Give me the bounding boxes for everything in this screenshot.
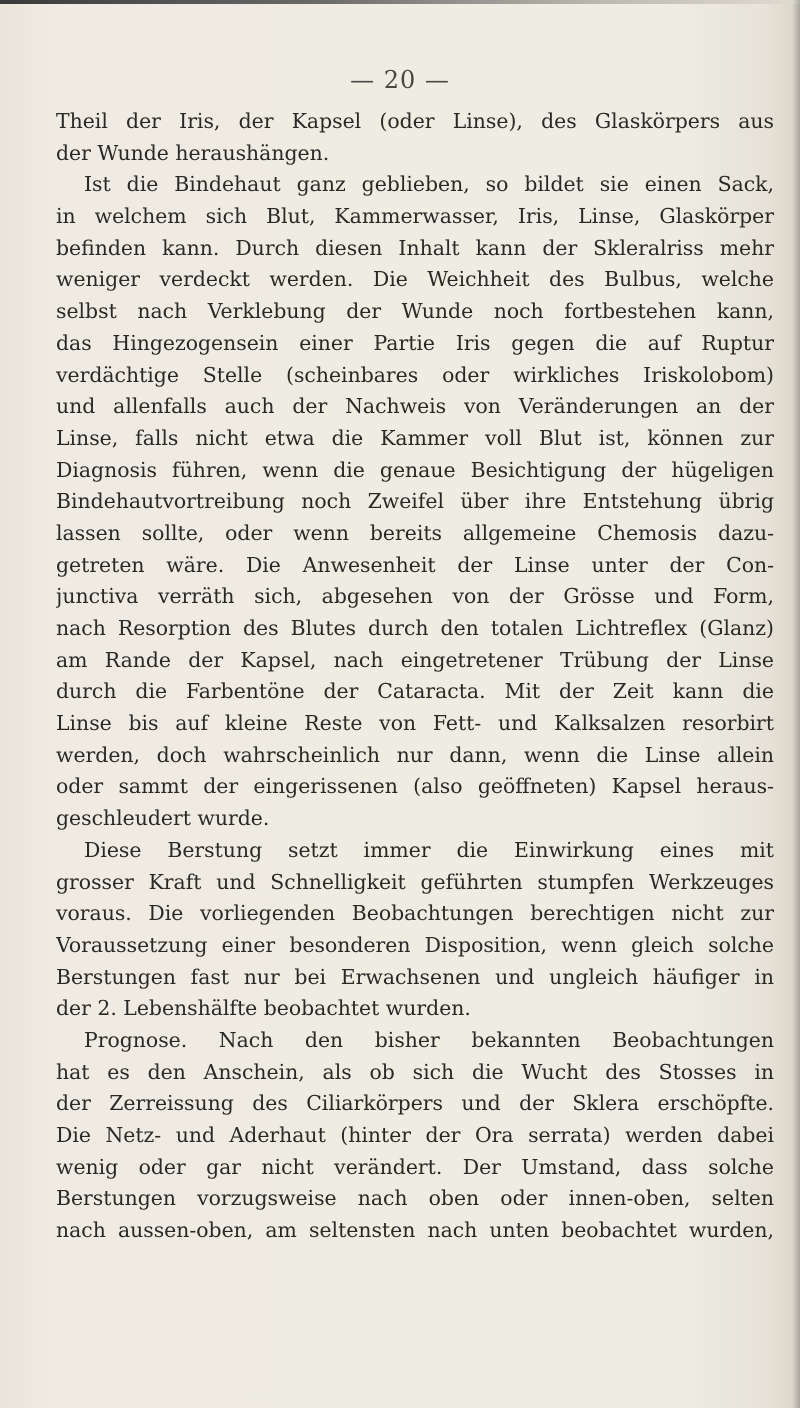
text-line: nach Resorption des Blutes durch den totalen Lichtreflex (Glanz) [56, 616, 774, 640]
text-line: Berstungen vorzugsweise nach oben oder innen-oben, selten [56, 1186, 774, 1211]
text-line: Linse bis auf kleine Reste von Fett- und Kalksalzen resorbirt [56, 711, 774, 736]
text-line: weniger verdeckt werden. Die Weichheit des Bulbus, welche [56, 267, 774, 292]
page-number: — 20 — [350, 66, 450, 94]
text-line: Diese Berstung setzt immer die Einwirkung eines mit [84, 837, 774, 862]
text-line: Die Netz- und Aderhaut (hinter der Ora serrata) werden dabei [56, 1123, 774, 1147]
text-line: Prognose. Nach den bisher bekannten Beobachtungen [84, 1027, 774, 1052]
text-line: junctiva verräth sich, abgesehen von der Grösse und Form, [56, 584, 774, 609]
text-line: hat es den Anschein, als ob sich die Wucht des Stosses in [56, 1059, 774, 1084]
text-line: grosser Kraft und Schnelligkeit geführten stumpfen Werkzeuges [56, 869, 774, 894]
text-line: nach aussen-oben, am seltensten nach unten beobachtet wurden, [56, 1218, 774, 1243]
text-line: wenig oder gar nicht verändert. Der Umstand, dass solche [56, 1154, 774, 1179]
text-line: voraus. Die vorliegenden Beobachtungen berechtigen nicht zur [56, 901, 774, 926]
text-line: verdächtige Stelle (scheinbares oder wirkliches Iriskolobom) [56, 362, 774, 387]
text-line: werden, doch wahrscheinlich nur dann, wenn die Linse allein [56, 742, 774, 767]
text-line: Voraussetzung einer besonderen Disposition, wenn gleich solche [56, 932, 774, 957]
text-line: der 2. Lebenshälfte beobachtet wurden. [56, 996, 471, 1021]
text-line: oder sammt der eingerissenen (also geöffneten) Kapsel heraus- [56, 774, 774, 799]
body-text [56, 106, 774, 1247]
text-line: Berstungen fast nur bei Erwachsenen und ungleich häufiger in [56, 964, 774, 989]
text-line: der Wunde heraushängen. [56, 140, 330, 165]
top-scan-edge [0, 0, 800, 4]
text-line: Diagnosis führen, wenn die genaue Besichtigung der hügeligen [56, 457, 774, 482]
text-line: Linse, falls nicht etwa die Kammer voll Blut ist, können zur [56, 425, 774, 450]
text-line: Ist die Bindehaut ganz geblieben, so bildet sie einen Sack, [84, 172, 774, 197]
text-line: in welchem sich Blut, Kammerwasser, Iris, Linse, Glaskörper [56, 204, 774, 229]
text-line: Theil der Iris, der Kapsel (oder Linse), des Glaskörpers aus [56, 109, 774, 133]
text-line: selbst nach Verklebung der Wunde noch fortbestehen kann, [56, 299, 774, 324]
text-line: lassen sollte, oder wenn bereits allgemeine Chemosis dazu- [56, 520, 774, 545]
text-line: befinden kann. Durch diesen Inhalt kann der Skleralriss mehr [56, 235, 774, 260]
text-line: geschleudert wurde. [56, 806, 270, 831]
text-line: und allenfalls auch der Nachweis von Veränderungen an der [56, 394, 774, 419]
text-line: durch die Farbentöne der Cataracta. Mit der Zeit kann die [56, 679, 774, 704]
text-line: das Hingezogensein einer Partie Iris gegen die auf Ruptur [56, 330, 774, 355]
text-line: der Zerreissung des Ciliarkörpers und der Sklera erschöpfte. [56, 1091, 774, 1116]
text-line: am Rande der Kapsel, nach eingetretener Trübung der Linse [56, 647, 774, 672]
text-line: Bindehautvortreibung noch Zweifel über ihre Entstehung übrig [56, 489, 774, 514]
right-scan-edge [792, 0, 800, 1408]
text-line: getreten wäre. Die Anwesenheit der Linse unter der Con- [56, 552, 774, 577]
